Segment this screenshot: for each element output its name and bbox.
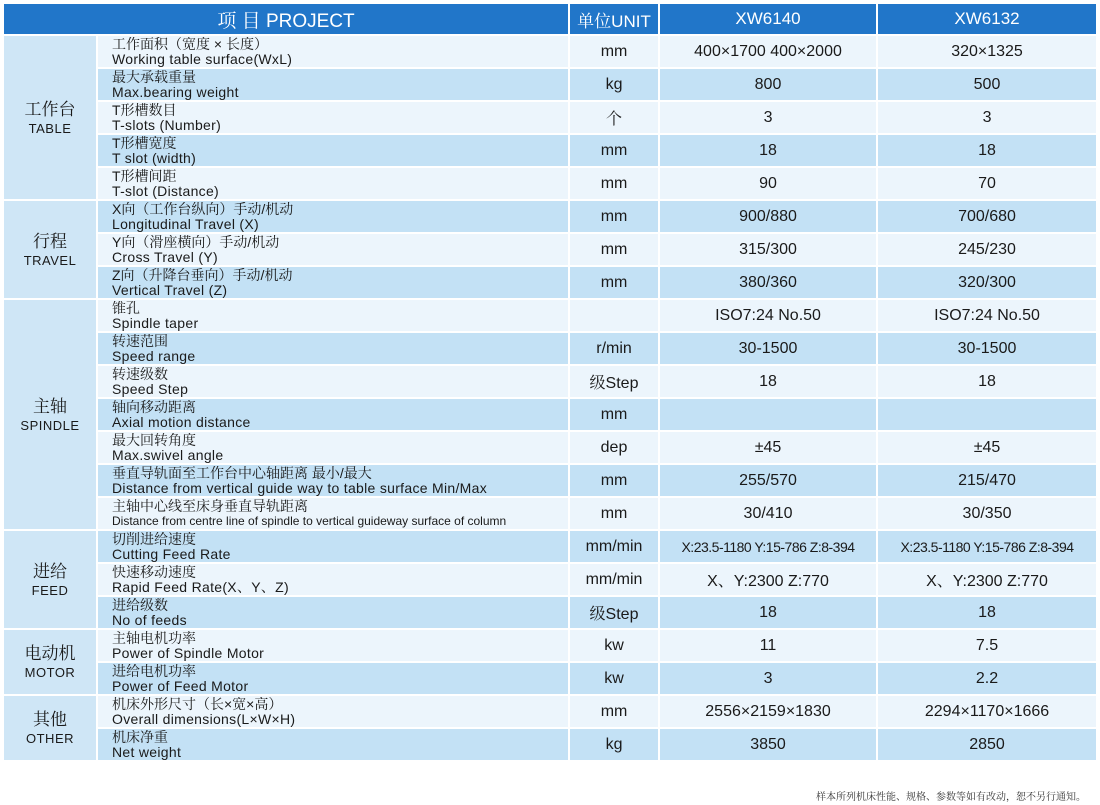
unit-cell: mm xyxy=(570,168,660,201)
item-name-cn: T形槽数目 xyxy=(112,102,177,118)
item-name-en: Cross Travel (Y) xyxy=(112,249,218,265)
spec-body xyxy=(4,36,1096,762)
item-cell xyxy=(98,300,570,333)
unit-cell: 级Step xyxy=(570,366,660,399)
item-name-en: No of feeds xyxy=(112,612,187,628)
model-2-value: 70 xyxy=(878,168,1096,201)
item-name-cn: 工作面积（宽度 × 长度） xyxy=(112,36,268,52)
model-2-value: 18 xyxy=(878,597,1096,630)
item-cell xyxy=(98,36,570,69)
item-name-cn: 主轴中心线至床身垂直导轨距离 xyxy=(112,498,308,514)
item-cell xyxy=(98,498,570,531)
unit-cell: mm xyxy=(570,36,660,69)
item-name-cn: T形槽宽度 xyxy=(112,135,177,151)
item-name-en: Rapid Feed Rate(X、Y、Z) xyxy=(112,579,289,595)
item-cell xyxy=(98,630,570,663)
item-cell xyxy=(98,663,570,696)
group-label xyxy=(4,630,98,696)
item-cell xyxy=(98,135,570,168)
item-name-cn: 轴向移动距离 xyxy=(112,399,196,415)
item-name-en: Power of Spindle Motor xyxy=(112,645,265,661)
item-name-cn: Y向（滑座横向）手动/机动 xyxy=(112,234,280,250)
unit-cell: mm xyxy=(570,696,660,729)
model-2-value: 18 xyxy=(878,135,1096,168)
item-name-en: Vertical Travel (Z) xyxy=(112,282,228,298)
unit-cell: mm xyxy=(570,201,660,234)
unit-cell: kg xyxy=(570,69,660,102)
group-label xyxy=(4,36,98,201)
model-2-value: 7.5 xyxy=(878,630,1096,663)
spec-row xyxy=(4,531,1096,564)
header-model-1: XW6140 xyxy=(660,4,878,36)
unit-cell: kg xyxy=(570,729,660,762)
item-cell xyxy=(98,465,570,498)
item-name-en: T-slot (Distance) xyxy=(112,183,220,199)
model-1-value: X、Y:2300 Z:770 xyxy=(660,564,878,597)
footnote: 样本所列机床性能、规格、参数等如有改动，恕不另行通知。 xyxy=(816,792,1086,803)
item-name-cn: T形槽间距 xyxy=(112,168,177,184)
item-name-en: Distance from vertical guide way to table surface Min/Max xyxy=(112,480,488,496)
unit-cell: mm xyxy=(570,267,660,300)
model-2-value: 18 xyxy=(878,366,1096,399)
spec-row xyxy=(4,300,1096,333)
item-cell xyxy=(98,69,570,102)
item-name-en: Cutting Feed Rate xyxy=(112,546,231,562)
unit-cell: kw xyxy=(570,663,660,696)
unit-cell: mm xyxy=(570,399,660,432)
item-name-cn: 转速级数 xyxy=(112,366,168,382)
item-name-en: Max.bearing weight xyxy=(112,84,239,100)
model-2-value: 500 xyxy=(878,69,1096,102)
model-2-value: 30/350 xyxy=(878,498,1096,531)
model-1-value: 380/360 xyxy=(660,267,878,300)
item-name-en: T-slots (Number) xyxy=(112,117,222,133)
model-2-value: 320/300 xyxy=(878,267,1096,300)
unit-cell: 级Step xyxy=(570,597,660,630)
model-1-value: ±45 xyxy=(660,432,878,465)
item-name-cn: 进给级数 xyxy=(112,597,168,613)
group-label-en: MOTOR xyxy=(24,665,76,680)
model-1-value: 18 xyxy=(660,597,878,630)
spec-row xyxy=(4,168,1096,201)
item-cell xyxy=(98,729,570,762)
item-name-cn: 机床净重 xyxy=(112,729,168,745)
item-cell xyxy=(98,168,570,201)
unit-cell: mm/min xyxy=(570,531,660,564)
item-cell xyxy=(98,597,570,630)
item-cell xyxy=(98,102,570,135)
header-unit: 单位UNIT xyxy=(570,4,660,36)
spec-row xyxy=(4,696,1096,729)
group-label xyxy=(4,696,98,762)
spec-row xyxy=(4,498,1096,531)
spec-row xyxy=(4,564,1096,597)
item-name-cn: 主轴电机功率 xyxy=(112,630,196,646)
model-2-value: 215/470 xyxy=(878,465,1096,498)
model-1-value: 30-1500 xyxy=(660,333,878,366)
model-1-value: 2556×2159×1830 xyxy=(660,696,878,729)
spec-row xyxy=(4,663,1096,696)
item-cell xyxy=(98,564,570,597)
model-1-value: ISO7:24 No.50 xyxy=(660,300,878,333)
unit-cell: 个 xyxy=(570,102,660,135)
model-1-value: 30/410 xyxy=(660,498,878,531)
group-label-cn: 主轴 xyxy=(33,396,67,416)
item-name-cn: Z向（升降台垂向）手动/机动 xyxy=(112,267,293,283)
model-1-value: 900/880 xyxy=(660,201,878,234)
model-2-value: X:23.5-1180 Y:15-786 Z:8-394 xyxy=(878,531,1096,564)
model-2-value: ISO7:24 No.50 xyxy=(878,300,1096,333)
group-label-cn: 行程 xyxy=(33,231,67,251)
item-name-cn: 最大承载重量 xyxy=(112,69,196,85)
item-name-en: Longitudinal Travel (X) xyxy=(112,216,259,232)
spec-row xyxy=(4,135,1096,168)
unit-cell: kw xyxy=(570,630,660,663)
item-name-en: Working table surface(WxL) xyxy=(112,51,293,67)
unit-cell: mm xyxy=(570,498,660,531)
item-cell xyxy=(98,333,570,366)
spec-row xyxy=(4,333,1096,366)
header-row xyxy=(4,4,1096,36)
group-label xyxy=(4,531,98,630)
spec-row xyxy=(4,366,1096,399)
model-1-value: 3 xyxy=(660,663,878,696)
item-cell xyxy=(98,234,570,267)
unit-cell: mm xyxy=(570,465,660,498)
unit-cell: mm xyxy=(570,135,660,168)
model-2-value: 3 xyxy=(878,102,1096,135)
item-name-en: Overall dimensions(L×W×H) xyxy=(112,711,296,727)
spec-row xyxy=(4,234,1096,267)
spec-row xyxy=(4,267,1096,300)
item-name-en: Power of Feed Motor xyxy=(112,678,249,694)
item-cell xyxy=(98,201,570,234)
item-name-en: Max.swivel angle xyxy=(112,447,224,463)
header-model-2: XW6132 xyxy=(878,4,1096,36)
model-2-value: ±45 xyxy=(878,432,1096,465)
spec-row xyxy=(4,36,1096,69)
item-name-cn: 转速范围 xyxy=(112,333,168,349)
spec-row xyxy=(4,399,1096,432)
group-label-en: SPINDLE xyxy=(20,417,80,433)
item-name-en: Distance from centre line of spindle to vertical guideway surface of column xyxy=(112,513,507,528)
header-project: 项 目 PROJECT xyxy=(4,4,570,36)
item-cell xyxy=(98,267,570,300)
model-2-value: 320×1325 xyxy=(878,36,1096,69)
item-name-cn: 进给电机功率 xyxy=(112,663,196,679)
model-1-value: 315/300 xyxy=(660,234,878,267)
model-1-value: 18 xyxy=(660,366,878,399)
group-label-en: TRAVEL xyxy=(23,252,77,268)
item-cell xyxy=(98,432,570,465)
model-2-value xyxy=(878,399,1096,432)
unit-cell: dep xyxy=(570,432,660,465)
group-label-en: OTHER xyxy=(26,731,74,746)
model-1-value: X:23.5-1180 Y:15-786 Z:8-394 xyxy=(660,531,878,564)
group-label-cn: 进给 xyxy=(33,561,67,581)
spec-row xyxy=(4,432,1096,465)
model-1-value: 800 xyxy=(660,69,878,102)
group-label xyxy=(4,201,98,300)
item-name-cn: 机床外形尺寸（长×宽×高） xyxy=(112,696,283,712)
spec-row xyxy=(4,597,1096,630)
item-name-en: Spindle taper xyxy=(112,315,199,331)
model-2-value: 2850 xyxy=(878,729,1096,762)
model-1-value: 255/570 xyxy=(660,465,878,498)
item-name-cn: 快速移动速度 xyxy=(112,564,196,580)
item-cell xyxy=(98,696,570,729)
model-1-value: 90 xyxy=(660,168,878,201)
item-name-en: T slot (width) xyxy=(112,150,197,166)
group-label-cn: 工作台 xyxy=(24,99,76,119)
model-2-value: 2.2 xyxy=(878,663,1096,696)
spec-row xyxy=(4,102,1096,135)
group-label-en: FEED xyxy=(31,582,69,598)
item-name-en: Net weight xyxy=(112,744,182,760)
unit-cell xyxy=(570,300,660,333)
item-cell xyxy=(98,366,570,399)
unit-cell: mm xyxy=(570,234,660,267)
item-name-en: Axial motion distance xyxy=(112,414,251,430)
item-name-en: Speed Step xyxy=(112,381,189,397)
spec-table xyxy=(4,4,1096,762)
model-1-value: 3850 xyxy=(660,729,878,762)
model-1-value xyxy=(660,399,878,432)
spec-row xyxy=(4,201,1096,234)
unit-cell: r/min xyxy=(570,333,660,366)
spec-row xyxy=(4,69,1096,102)
item-name-cn: 垂直导轨面至工作台中心轴距离 最小/最大 xyxy=(112,465,372,481)
group-label xyxy=(4,300,98,531)
item-name-cn: 最大回转角度 xyxy=(112,432,196,448)
model-2-value: 245/230 xyxy=(878,234,1096,267)
item-name-cn: X向（工作台纵向）手动/机动 xyxy=(112,201,294,217)
item-name-en: Speed range xyxy=(112,348,196,364)
item-name-cn: 锥孔 xyxy=(112,300,140,316)
model-2-value: 30-1500 xyxy=(878,333,1096,366)
model-2-value: X、Y:2300 Z:770 xyxy=(878,564,1096,597)
group-label-en: TABLE xyxy=(28,120,72,136)
model-1-value: 400×1700 400×2000 xyxy=(660,36,878,69)
spec-row xyxy=(4,465,1096,498)
item-name-cn: 切削进给速度 xyxy=(112,531,196,547)
model-2-value: 700/680 xyxy=(878,201,1096,234)
spec-row xyxy=(4,630,1096,663)
group-label-cn: 其他 xyxy=(33,710,67,729)
model-1-value: 3 xyxy=(660,102,878,135)
spec-row xyxy=(4,729,1096,762)
item-cell xyxy=(98,399,570,432)
unit-cell: mm/min xyxy=(570,564,660,597)
model-1-value: 11 xyxy=(660,630,878,663)
model-2-value: 2294×1170×1666 xyxy=(878,696,1096,729)
group-label-cn: 电动机 xyxy=(24,644,76,663)
item-cell xyxy=(98,531,570,564)
model-1-value: 18 xyxy=(660,135,878,168)
